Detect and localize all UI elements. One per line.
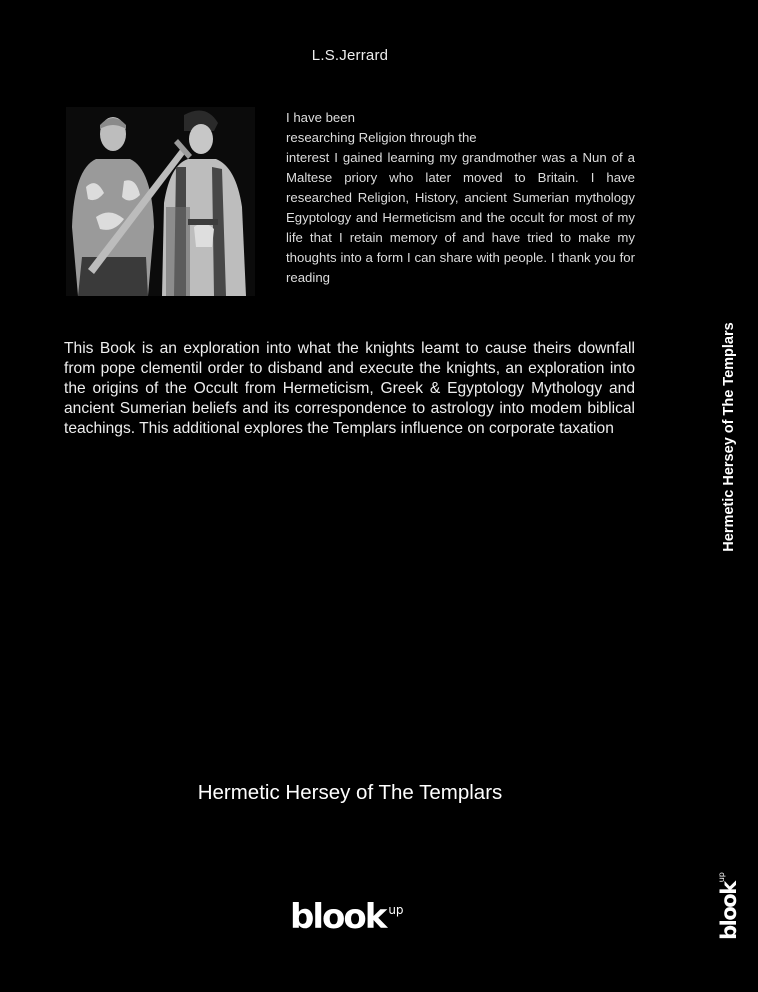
- spine-logo-text: blook: [717, 882, 741, 940]
- spine-title: Hermetic Hersey of The Templars: [721, 322, 737, 552]
- bio-line: I have been: [286, 110, 355, 125]
- author-bio: [286, 108, 635, 288]
- spine-logo-superscript: up: [717, 872, 726, 883]
- book-title: Hermetic Hersey of The Templars: [197, 781, 503, 804]
- bio-paragraph: interest I gained learning my grandmother was a Nun of a Maltese priory who later moved to Britain. I have researched Religion, History, ancient Sumerian mythology Egyptology and Hermeticism and the occult for most of my life that I retain memory of and have tried to make my thoughts into a form I can share with people. I thank you for reading: [286, 150, 635, 285]
- author-photo-image: [66, 107, 255, 296]
- publisher-logo: [290, 897, 404, 937]
- book-blurb: This Book is an exploration into what the knights leamt to cause theirs downfall from pope clementil order to disband and execute the knights, an exploration into the origins of the Occult from Hermeticism, Greek & Egyptology Mythology and ancient Sumerian beliefs and its correspondence to astrology into modem biblical teachings. This additional explores the Templars influence on corporate taxation: [64, 340, 635, 437]
- author-name: L.S.Jerrard: [311, 47, 389, 64]
- bio-line: researching Religion through the: [286, 130, 477, 145]
- spine-publisher-logo: [717, 872, 741, 940]
- publisher-logo-text: blook: [290, 897, 386, 937]
- publisher-logo-superscript: up: [388, 903, 404, 917]
- author-photo: [66, 107, 255, 296]
